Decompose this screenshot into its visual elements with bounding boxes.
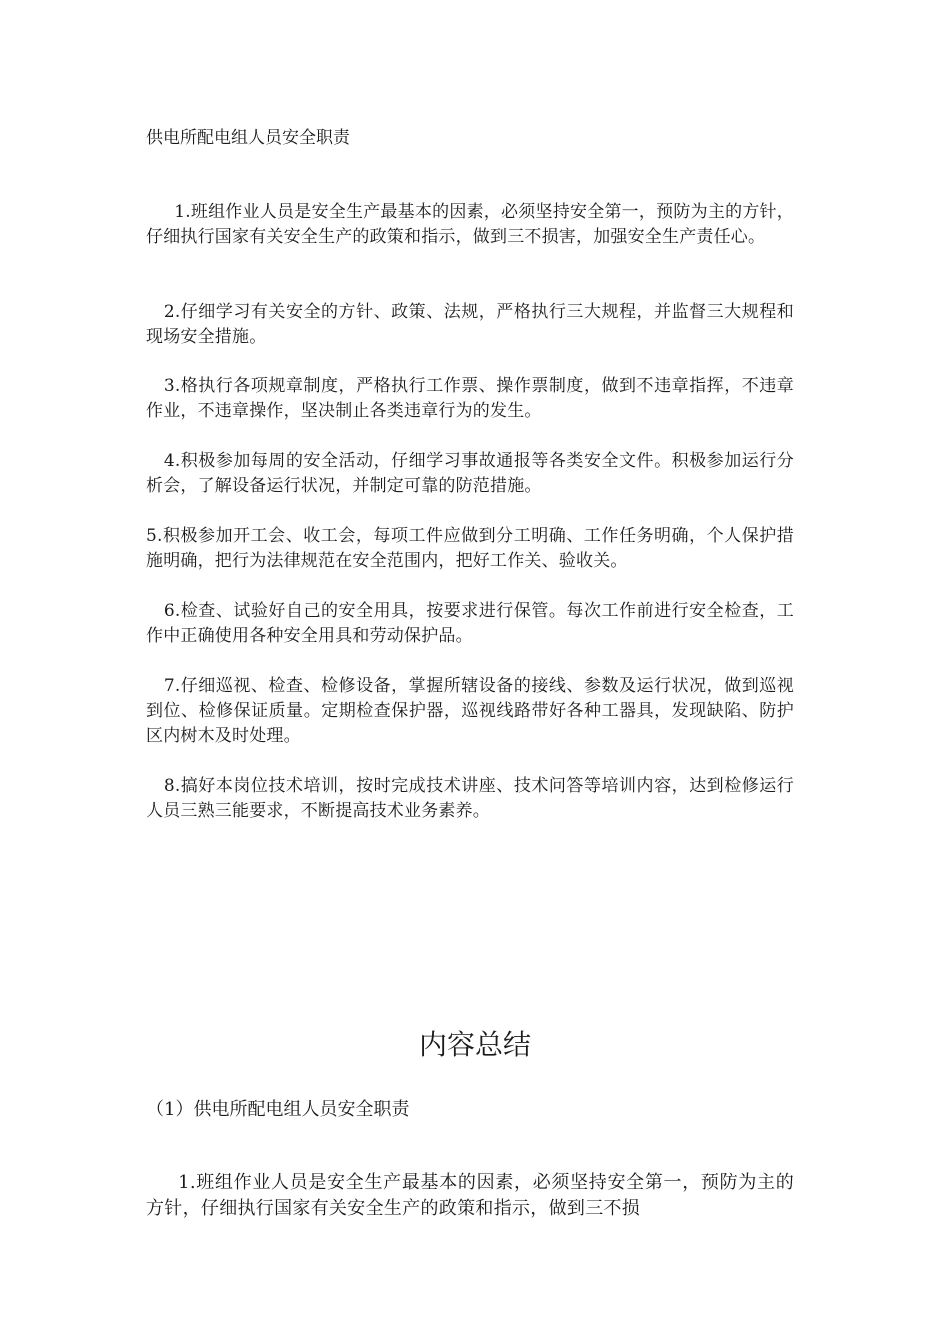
paragraph-2: 2.仔细学习有关安全的方针、政策、法规，严格执行三大规程，并监督三大规程和现场安全措施。 <box>146 302 795 347</box>
paragraph-6: 6.检查、试验好自己的安全用具，按要求进行保管。每次工作前进行安全检查，工作中正确使用各种安全用具和劳动保护品。 <box>146 601 795 646</box>
summary-subtitle: （1）供电所配电组人员安全职责 <box>146 1099 410 1120</box>
paragraph-8: 8.搞好本岗位技术培训，按时完成技术讲座、技术问答等培训内容，达到检修运行人员三熟三能要求，不断提高技术业务素养。 <box>146 776 795 821</box>
paragraph-4: 4.积极参加每周的安全活动，仔细学习事故通报等各类安全文件。积极参加运行分析会，了解设备运行状况，并制定可靠的防范措施。 <box>146 451 795 496</box>
summary-paragraph: 1.班组作业人员是安全生产最基本的因素，必须坚持安全第一，预防为主的方针，仔细执行国家有关安全生产的政策和指示，做到三不损 <box>146 1172 795 1219</box>
paragraph-3: 3.格执行各项规章制度，严格执行工作票、操作票制度，做到不违章指挥，不违章作业，不违章操作，坚决制止各类违章行为的发生。 <box>146 376 795 421</box>
paragraph-1: 1.班组作业人员是安全生产最基本的因素，必须坚持安全第一，预防为主的方针，仔细执行国家有关安全生产的政策和指示，做到三不损害，加强安全生产责任心。 <box>146 202 794 247</box>
document-title: 供电所配电组人员安全职责 <box>146 128 350 148</box>
summary-heading: 内容总结 <box>418 1028 531 1061</box>
paragraph-7: 7.仔细巡视、检查、检修设备，掌握所辖设备的接线、参数及运行状况，做到巡视到位、检修保证质量。定期检查保护器，巡视线路带好各种工器具，发现缺陷、防护区内树木及时处理。 <box>146 676 795 746</box>
paragraph-5: 5.积极参加开工会、收工会，每项工件应做到分工明确、工作任务明确，个人保护措施明确，把行为法律规范在安全范围内，把好工作关、验收关。 <box>146 526 794 571</box>
